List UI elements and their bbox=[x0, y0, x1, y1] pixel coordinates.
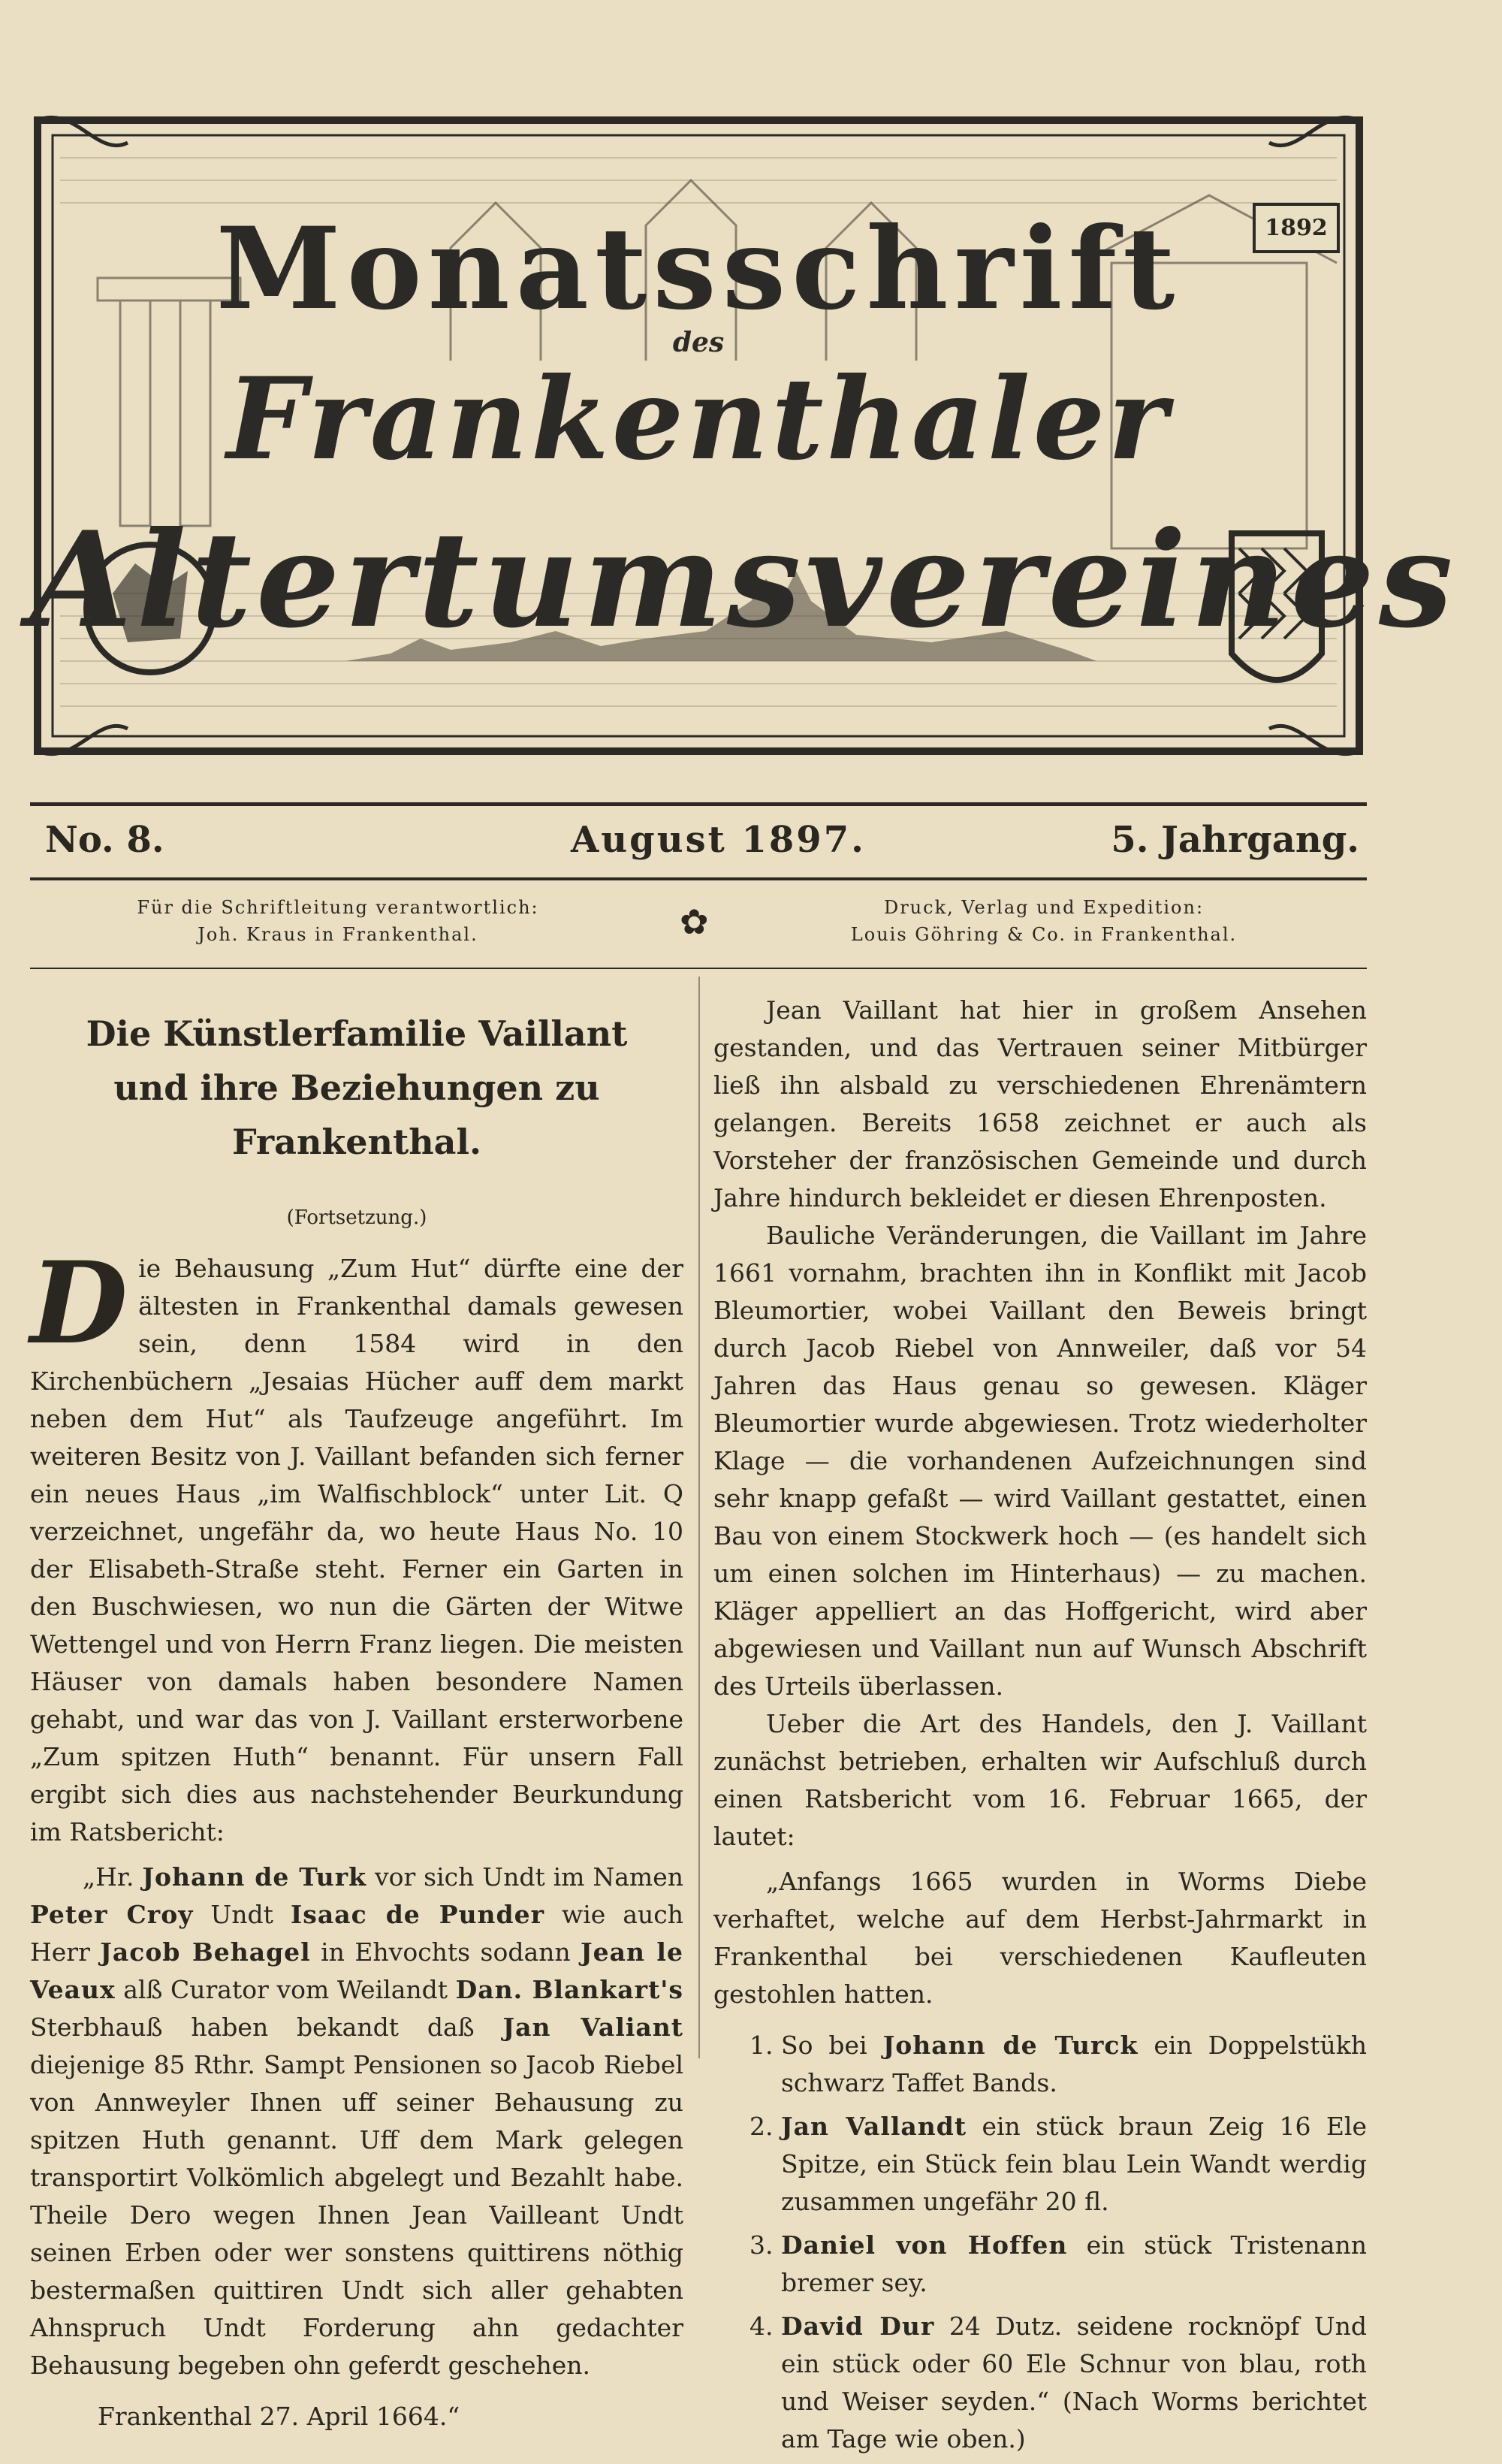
list-item bbox=[781, 2108, 1367, 2221]
right-column bbox=[713, 992, 1367, 2464]
flower-ornament-icon: ✿ bbox=[680, 901, 709, 942]
quote-signature: Frankenthal 27. April 1664.“ bbox=[98, 2402, 460, 2431]
impressum-left-line2: Joh. Kraus in Frankenthal. bbox=[198, 924, 478, 945]
list-item bbox=[781, 2027, 1367, 2102]
impressum-right bbox=[819, 894, 1269, 948]
list-item-name: David Dur bbox=[781, 2312, 935, 2341]
masthead-title-line1: Monatsschrift bbox=[216, 203, 1181, 335]
list-item-name: Johann de Turck bbox=[882, 2031, 1139, 2060]
masthead-title-line2: Frankenthaler bbox=[226, 353, 1171, 485]
article-title-line2: und ihre Beziehungen zu Frankenthal. bbox=[113, 1067, 600, 1162]
list-item-name: Daniel von Hoffen bbox=[781, 2230, 1068, 2260]
quote-text: Undt bbox=[193, 1900, 291, 1929]
impressum-left-line1: Für die Schriftleitung verantwortlich: bbox=[137, 897, 539, 918]
issue-number: No. 8. bbox=[45, 819, 164, 861]
masthead bbox=[30, 113, 1458, 759]
masthead-title-des: des bbox=[672, 327, 725, 358]
masthead-title-line3: Altertumsvereines bbox=[30, 503, 1458, 657]
paragraph-r2: Bauliche Veränderungen, die Vaillant im Jahre 1661 vornahm, brachten ihn in Konflikt mit Jacob Bleumortier, wobei Vaillant den Beweis bringt durch Jacob Riebel von Annweiler, daß vor 54 Jahren das Haus genau so gewesen. Kläger Bleumortier wurde abgewiesen. Trotz wiederholter Klage — die vorhandenen Aufzeichnungen sind sehr knapp gefaßt — wird Vaillant gestattet, einen Bau von einem Stockwerk hoch — (es handelt sich um einen solchen im Hinterhaus) — zu machen. Kläger appelliert an das Hoffgericht, wird aber abgewiesen und Vaillant nun auf Wunsch Abschrift des Urteils überlassen. bbox=[713, 1221, 1367, 1701]
name-dan-blankart: Dan. Blankart's bbox=[455, 1975, 683, 2004]
paragraph-1 bbox=[30, 1237, 683, 1851]
drop-cap: D bbox=[30, 1237, 128, 1369]
impressum-left bbox=[105, 894, 571, 948]
bottom-rule bbox=[30, 968, 1367, 969]
quote-text: alß Curator vom Weilandt bbox=[115, 1975, 456, 2004]
paragraph-1-text: ie Behausung „Zum Hut“ dürfte eine der ältesten in Frankenthal damals gewesen sein, denn 1584 wird in den Kirchenbüchern „Jesaias Hücher auff dem markt neben dem Hut“ als Taufzeuge angeführt. Im weiteren Besitz von J. Vaillant befanden sich ferner ein neues Haus „im Walfischblock“ unter Lit. Q verzeichnet, ungefähr da, wo heute Haus No. 10 der Elisabeth-Straße steht. Ferner ein Garten in den Buschwiesen, wo nun die Gärten der Witwe Wettengel und von Herrn Franz liegen. Die meisten Häuser von damals haben besondere Namen gehabt, und war das von J. Vaillant ersterworbene „Zum spitzen Huth“ benannt. Für unsern Fall ergibt sich dies aus nachstehender Beurkundung im Ratsbericht: bbox=[30, 1254, 683, 1846]
quote-text: vor sich Undt im Namen bbox=[366, 1862, 683, 1892]
list-item bbox=[781, 2227, 1367, 2302]
article-title-line1: Die Künstlerfamilie Vaillant bbox=[86, 1013, 628, 1054]
name-isaac-de-punder: Isaac de Punder bbox=[290, 1900, 545, 1929]
quote-text: in Ehvochts sodann bbox=[310, 1937, 581, 1967]
list-item-text: ein stück braun Zeig 16 Ele Spitze, ein Stück fein blau Lein Wandt werdig zusammen ungefähr 20 fl. bbox=[781, 2112, 1367, 2216]
stolen-goods-list bbox=[713, 2027, 1367, 2458]
middle-rule bbox=[30, 877, 1367, 880]
issue-row bbox=[45, 819, 1359, 879]
issue-date: August 1897. bbox=[571, 819, 866, 861]
list-item-text: ein stück Tristenann bremer sey. bbox=[781, 2230, 1367, 2297]
list-item-name: Jan Vallandt bbox=[781, 2112, 967, 2141]
quote-text: wie auch Herr bbox=[30, 1900, 683, 1967]
list-item bbox=[781, 2308, 1367, 2458]
worms-quote: „Anfangs 1665 wurden in Worms Diebe verhaftet, welche auf dem Herbst-Jahrmarkt in Frankenthal bei verschiedenen Kaufleuten gestohlen hatten. bbox=[713, 1867, 1367, 2009]
top-rule bbox=[30, 802, 1367, 806]
name-johann-de-turk: Johann de Turk bbox=[142, 1862, 367, 1892]
quote-text: Sterbhauß haben bekandt daß bbox=[30, 2013, 503, 2042]
masthead-year-badge: 1892 bbox=[1253, 203, 1340, 253]
impressum-right-line1: Druck, Verlag und Expedition: bbox=[883, 897, 1205, 918]
impressum-right-line2: Louis Göhring & Co. in Frankenthal. bbox=[850, 924, 1238, 945]
list-item-text: 24 Dutz. seidene rocknöpf Und ein stück oder 60 Ele Schnur von blau, roth und Weiser seyden.“ (Nach Worms berichtet am Tage wie oben.) bbox=[781, 2312, 1367, 2453]
list-item-text: ein Doppelstükh schwarz Taffet Bands. bbox=[781, 2031, 1367, 2097]
quote-open: „Hr. bbox=[83, 1862, 143, 1892]
left-column bbox=[30, 992, 683, 2435]
paragraph-r1: Jean Vaillant hat hier in großem Ansehen gestanden, und das Vertrauen seiner Mitbürger ließ ihn alsbald zu verschiedenen Ehrenämtern gelangen. Bereits 1658 zeichnet er auch als Vorsteher der französischen Gemeinde und durch Jahre hindurch bekleidet er diesen Ehrenposten. bbox=[713, 995, 1367, 1212]
list-prefix: So bei bbox=[781, 2031, 883, 2060]
ratsbericht-quote bbox=[30, 1859, 683, 2384]
paragraph-r3: Ueber die Art des Handels, den J. Vaillant zunächst betrieben, erhalten wir Aufschluß durch einen Ratsbericht vom 16. Februar 1665, der lautet: bbox=[713, 1709, 1367, 1851]
column-divider bbox=[698, 977, 700, 2058]
name-jan-valiant: Jan Valiant bbox=[502, 2013, 684, 2042]
continuation-note: (Fortsetzung.) bbox=[286, 1206, 427, 1229]
name-jean-le-veaux: Jean le Veaux bbox=[30, 1937, 683, 2004]
name-jacob-behagel: Jacob Behagel bbox=[100, 1937, 311, 1967]
quote-text: diejenige 85 Rthr. Sampt Pensionen so Jacob Riebel von Annweyler Ihnen uff seiner Behausung zu spitzen Huth genannt. Uff dem Mark gelegen transportirt Volkömlich abgelegt und Bezahlt habe. Theile Dero wegen Ihnen Jean Vailleant Undt seinen Erben oder wer sonstens quittirens nöthig bestermaßen quittiren Undt sich aller gehabten Ahnspruch Undt Forderung ahn gedachter Behausung begeben ohn geferdt geschehen. bbox=[30, 2050, 683, 2380]
issue-volume: 5. Jahrgang. bbox=[1111, 819, 1359, 861]
article-title bbox=[30, 1007, 683, 1169]
name-peter-croy: Peter Croy bbox=[30, 1900, 194, 1929]
